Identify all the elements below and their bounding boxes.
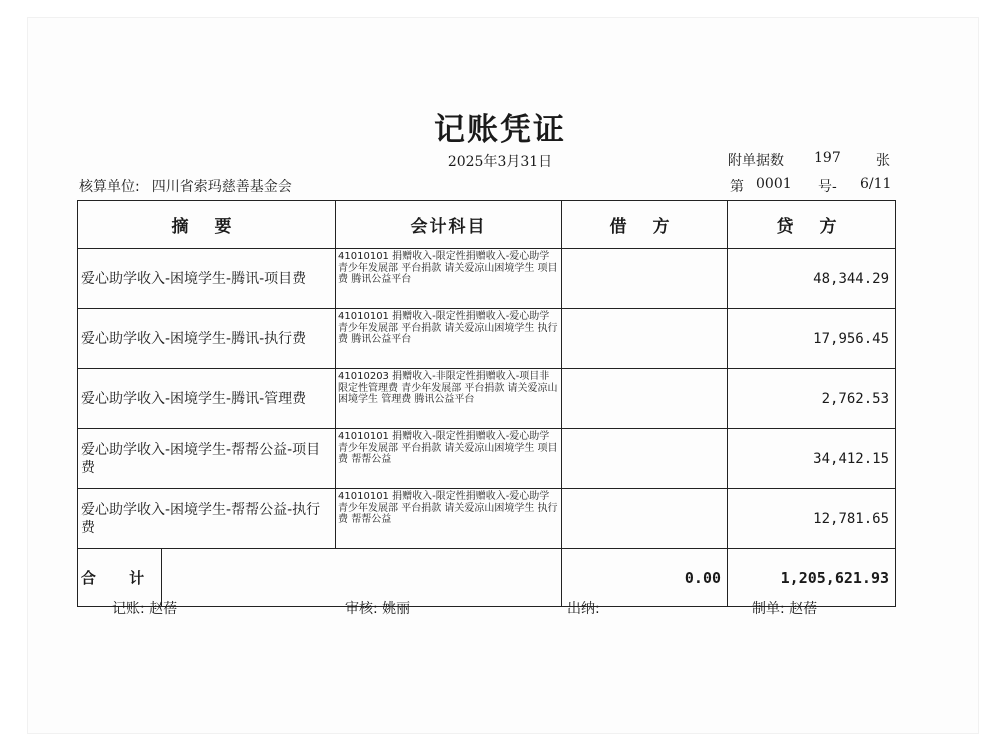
- signature-reviewer: 审核: 姚丽: [345, 601, 411, 617]
- signature-preparer: 制单: 赵蓓: [752, 601, 818, 617]
- voucher-number-prefix: 第: [730, 179, 744, 195]
- entry-summary: 爱心助学收入-困境学生-帮帮公益-项目费: [78, 429, 336, 489]
- accounting-unit-name: 四川省索玛慈善基金会: [151, 179, 292, 195]
- entry-account: 41010203 捐赠收入-非限定性捐赠收入-项目非限定性管理费 青少年发展部 平台捐款 请关爱凉山困境学生 管理费 腾讯公益平台: [336, 369, 562, 429]
- entry-account: 41010101 捐赠收入-限定性捐赠收入-爱心助学 青少年发展部 平台捐款 请关爱凉山困境学生 项目费 帮帮公益: [336, 429, 562, 489]
- entry-account: 41010101 捐赠收入-限定性捐赠收入-爱心助学 青少年发展部 平台捐款 请关爱凉山困境学生 项目费 腾讯公益平台: [336, 249, 562, 309]
- entry-account: 41010101 捐赠收入-限定性捐赠收入-爱心助学 青少年发展部 平台捐款 请关爱凉山困境学生 执行费 帮帮公益: [336, 489, 562, 549]
- header-credit: 贷 方: [728, 201, 896, 249]
- entry-credit: 2,762.53: [728, 369, 896, 429]
- entry-debit: [562, 429, 728, 489]
- table-row: [78, 489, 896, 549]
- attachments-count: [728, 150, 890, 170]
- voucher-number-value: 0001: [756, 176, 792, 192]
- table-row: [78, 309, 896, 369]
- header-debit: 借 方: [562, 201, 728, 249]
- total-label: 合 计: [78, 549, 162, 607]
- attachments-label: 附单据数: [728, 153, 784, 169]
- signature-bookkeeper: 记账: 赵蓓: [112, 601, 178, 617]
- entry-summary: 爱心助学收入-困境学生-腾讯-项目费: [78, 249, 336, 309]
- entry-debit: [562, 489, 728, 549]
- entry-debit: [562, 309, 728, 369]
- table-row: [78, 369, 896, 429]
- accounting-unit-label: 核算单位:: [79, 179, 140, 195]
- attachments-unit: 张: [876, 153, 890, 169]
- voucher-number-suffix: 号-: [818, 179, 837, 195]
- voucher-table: [77, 200, 896, 607]
- voucher-page: 6/11: [860, 176, 892, 192]
- table-row: [78, 249, 896, 309]
- total-debit: 0.00: [562, 549, 728, 607]
- entry-credit: 48,344.29: [728, 249, 896, 309]
- entry-credit: 34,412.15: [728, 429, 896, 489]
- table-row: [78, 429, 896, 489]
- entry-summary: 爱心助学收入-困境学生-腾讯-管理费: [78, 369, 336, 429]
- entry-credit: 17,956.45: [728, 309, 896, 369]
- entry-summary: 爱心助学收入-困境学生-帮帮公益-执行费: [78, 489, 336, 549]
- entry-summary: 爱心助学收入-困境学生-腾讯-执行费: [78, 309, 336, 369]
- entry-debit: [562, 369, 728, 429]
- table-header-row: [78, 201, 896, 249]
- voucher-date: 2025年3月31日: [447, 154, 553, 170]
- entry-credit: 12,781.65: [728, 489, 896, 549]
- signature-cashier: 出纳:: [567, 601, 600, 617]
- header-summary: 摘 要: [78, 201, 336, 249]
- header-account: 会计科目: [336, 201, 562, 249]
- attachments-number: 197: [814, 150, 841, 166]
- entry-account: 41010101 捐赠收入-限定性捐赠收入-爱心助学 青少年发展部 平台捐款 请关爱凉山困境学生 执行费 腾讯公益平台: [336, 309, 562, 369]
- accounting-unit: [79, 176, 292, 196]
- voucher-title: 记账凭证: [434, 112, 566, 148]
- entry-debit: [562, 249, 728, 309]
- total-credit: 1,205,621.93: [728, 549, 896, 607]
